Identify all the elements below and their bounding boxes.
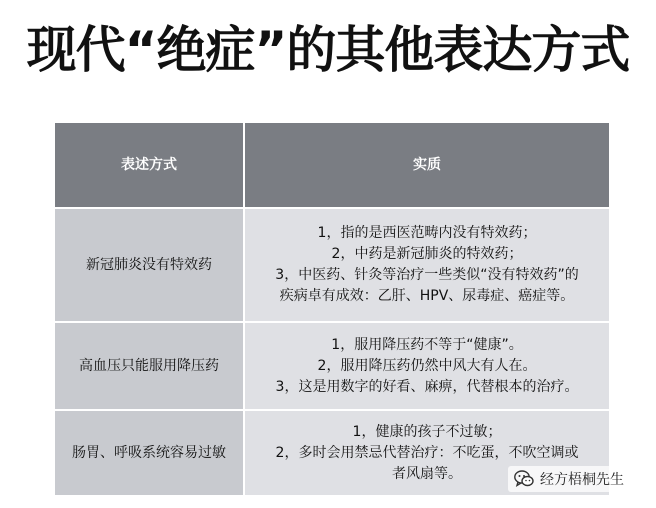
header-essence: 实质 [244,122,610,208]
essence-line: 1，健康的孩子不过敏； [352,423,502,440]
essence-line: 者风扇等。 [392,465,462,482]
watermark [508,466,630,492]
watermark-text: 经方梧桐先生 [540,472,624,488]
essence-line: 2，多时会用禁忌代替治疗：不吃蛋，不吹空调或 [275,444,579,461]
essence-line: 1，指的是西医范畴内没有特效药； [317,225,537,241]
table-header-row [54,122,610,208]
essence-line: 2，服用降压药仍然中风大有人在。 [317,357,537,374]
table-row [54,322,610,410]
header-expression: 表述方式 [54,122,244,208]
expression-cell: 高血压只能服用降压药 [54,322,244,410]
table-row [54,208,610,322]
page-title: 现代“绝症”的其他表达方式 [26,21,630,79]
essence-line: 1，服用降压药不等于“健康”。 [331,336,523,353]
wechat-icon [514,470,534,488]
comparison-table [53,121,611,497]
essence-cell [244,322,610,410]
essence-cell [244,208,610,322]
expression-cell: 肠胃、呼吸系统容易过敏 [54,410,244,496]
essence-line: 3，中医药、针灸等治疗一些类似“没有特效药”的 [275,267,579,283]
essence-line: 2，中药是新冠肺炎的特效药； [331,246,523,262]
essence-line: 疾病卓有成效：乙肝、HPV、尿毒症、癌症等。 [279,288,575,304]
essence-line: 3，这是用数字的好看、麻痹，代替根本的治疗。 [275,378,579,395]
expression-cell: 新冠肺炎没有特效药 [54,208,244,322]
